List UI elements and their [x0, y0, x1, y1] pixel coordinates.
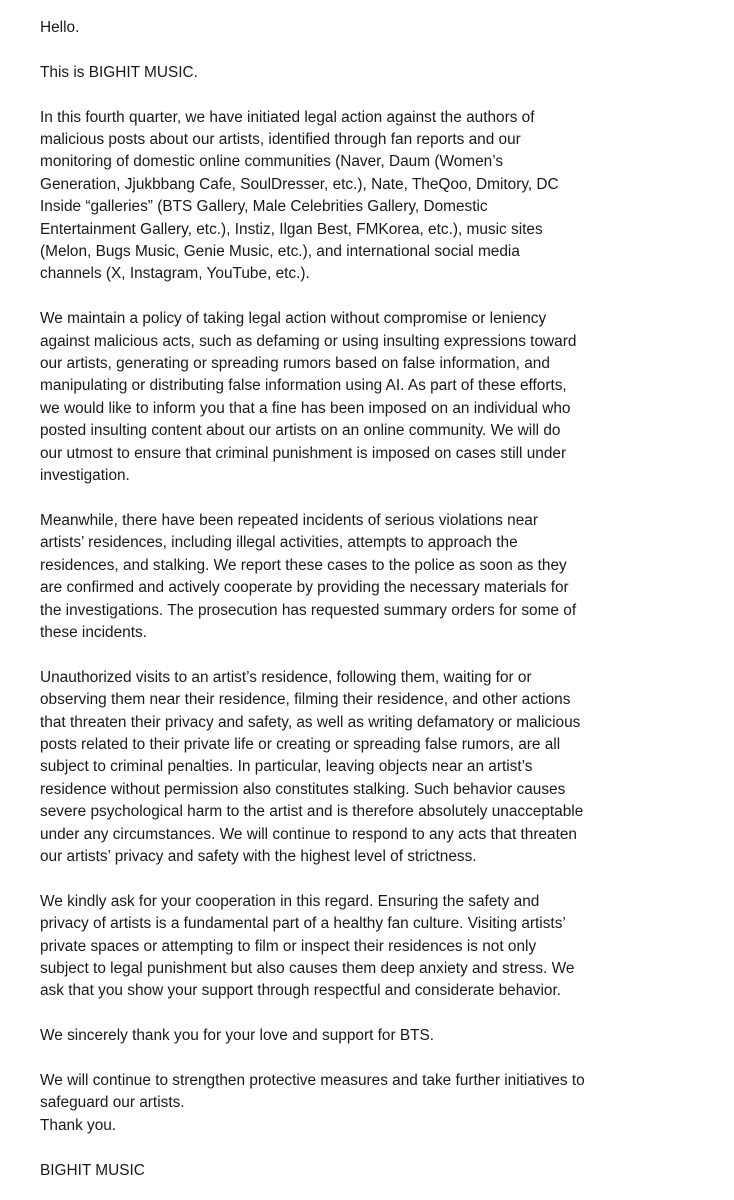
residence-violations-paragraph: Meanwhile, there have been repeated incidents of serious violations near artists’ residences, including illegal activities, attempts to approach the residences, and stalking. We report these cases to the police as soon as they are confirmed and actively cooperate by providing the necessary materials for the investigations. The prosecution has requested summary orders for some of these incidents. — [40, 511, 577, 641]
greeting-text: Hello. — [40, 19, 80, 36]
notice-body — [40, 17, 585, 1182]
criminal-penalties-paragraph: Unauthorized visits to an artist’s residence, following them, waiting for or observing them near their residence, filming their residence, and other actions that threaten their privacy and safety, as well as writing defamatory or malicious posts related to their private life or creating or spreading false rumors, are all subject to criminal penalties. In particular, leaving objects near an artist’s residence without permission also constitutes stalking. Such behavior causes severe psychological harm to the artist and is therefore absolutely unacceptable under any circumstances. We will continue to respond to any acts that threaten our artists’ privacy and safety with the highest level of strictness. — [40, 668, 584, 865]
legal-action-paragraph: In this fourth quarter, we have initiated legal action against the authors of malicious posts about our artists, identified through fan reports and our monitoring of domestic online communities (Naver, Daum (Women’s Generation, Jjukbbang Cafe, SoulDresser, etc.), Nate, TheQoo, Dmitory, DC Inside “galleries” (BTS Gallery, Male Celebrities Gallery, Domestic Entertainment Gallery, etc.), Instiz, Ilgan Best, FMKorea, etc.), music sites (Melon, Bugs Music, Genie Music, etc.), and international social media channels (X, Instagram, YouTube, etc.). — [40, 108, 559, 283]
thanks-support-text: We sincerely thank you for your love and support for BTS. — [40, 1027, 435, 1045]
thank-you-text: Thank you. — [40, 1116, 117, 1134]
signature-text: BIGHIT MUSIC — [40, 1161, 145, 1179]
intro-text: This is BIGHIT MUSIC. — [40, 63, 198, 81]
policy-paragraph: We maintain a policy of taking legal action without compromise or leniency against malicious acts, such as defaming or using insulting expressions toward our artists, generating or spreading rumors based on false information, and manipulating or distributing false information using AI. As part of these efforts, we would like to inform you that a fine has been imposed on an individual who posted insulting content about our artists on an online community. We will do our utmost to ensure that criminal punishment is imposed on cases still under investigation. — [40, 310, 577, 485]
cooperation-request-paragraph: We kindly ask for your cooperation in this regard. Ensuring the safety and privacy of artists is a fundamental part of a healthy fan culture. Visiting artists’ private spaces or attempting to film or inspect their residences is not only subject to legal punishment but also causes them deep anxiety and stress. We ask that you show your support through respectful and considerate behavior. — [40, 892, 575, 1000]
closing-commitment-text: We will continue to strengthen protective measures and take further initiatives to safeguard our artists. — [40, 1071, 585, 1112]
